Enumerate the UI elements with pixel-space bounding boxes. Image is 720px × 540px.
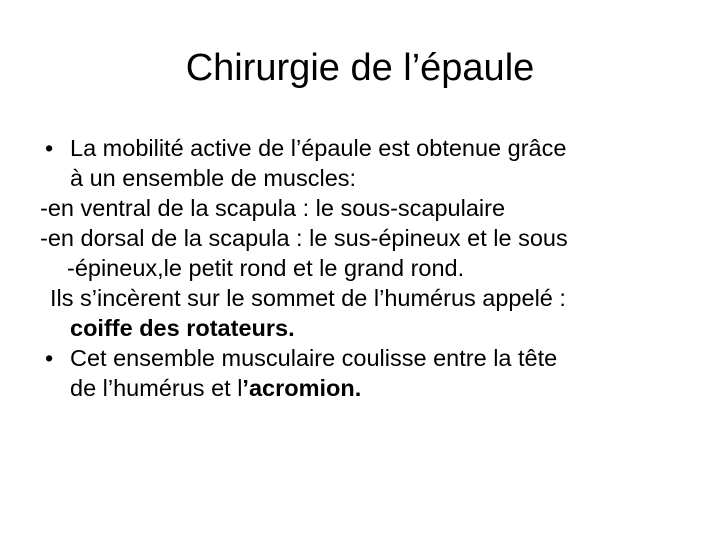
text-line: -épineux,le petit rond et le grand rond. <box>67 255 465 281</box>
bullet-icon: • <box>45 345 54 371</box>
text-line: à un ensemble de muscles: <box>70 165 357 191</box>
text-line: -en dorsal de la scapula : le sus-épineux et le sous <box>40 225 568 251</box>
text-line: Cet ensemble musculaire coulisse entre la tête <box>70 345 558 371</box>
emphasis-text: ’acromion. <box>242 375 362 401</box>
text-line-continuation <box>40 163 690 193</box>
slide-body <box>40 133 690 403</box>
bullet-line-1 <box>40 133 690 163</box>
text-line-continuation <box>40 253 690 283</box>
text-line: Ils s’incèrent sur le sommet de l’humérus appelé : <box>50 285 566 311</box>
text-line: -en ventral de la scapula : le sous-scapulaire <box>40 195 506 221</box>
bullet-line-2 <box>40 343 690 373</box>
dash-line-ventral <box>40 193 690 223</box>
slide-title: Chirurgie de l’épaule <box>185 47 535 89</box>
text-line-continuation <box>40 373 690 403</box>
text-line-continuation <box>40 313 690 343</box>
text-line-insertion <box>40 283 690 313</box>
emphasis-text: coiffe des rotateurs. <box>70 315 295 341</box>
text-line: de l’humérus et l <box>70 375 243 401</box>
text-line: La mobilité active de l’épaule est obtenue grâce <box>70 135 567 161</box>
dash-line-dorsal <box>40 223 690 253</box>
bullet-icon: • <box>45 135 54 161</box>
